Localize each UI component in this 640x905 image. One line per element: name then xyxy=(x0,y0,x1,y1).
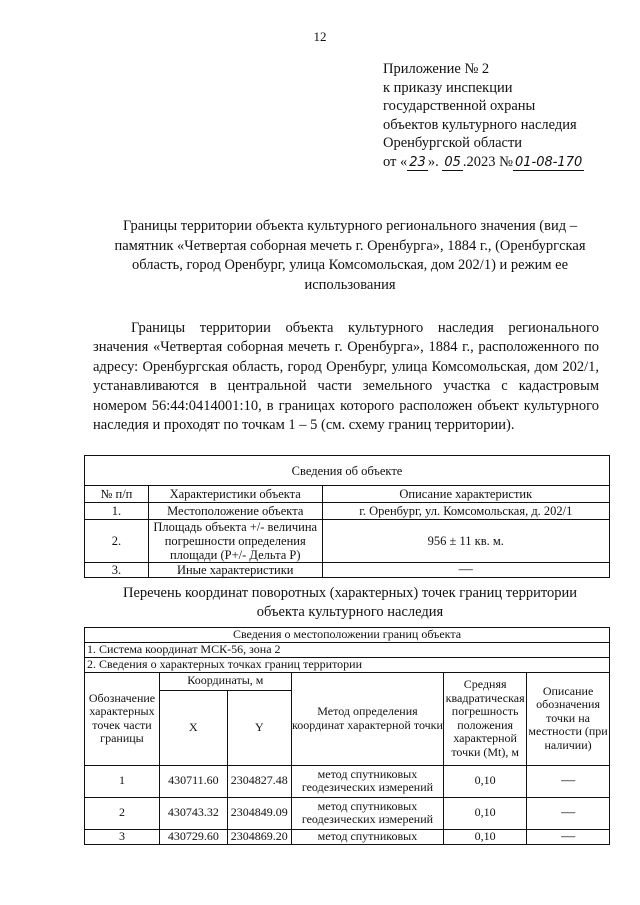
coord-x: 430743.32 xyxy=(159,797,227,829)
table-caption: Сведения о местоположении границ объекта xyxy=(85,628,610,643)
handwritten-month: 05 xyxy=(444,154,461,170)
coordinates-title: Перечень координат поворотных (характерных) точек границ территории объекта культурного наследия xyxy=(122,585,578,620)
row-num: 3. xyxy=(85,563,149,578)
point-description: — xyxy=(527,797,610,829)
document-title: Границы территории объекта культурного регионального значения (вид – памятник «Четвертая соборная мечеть г. Оренбурга», 1884 г., (Оренбургская область, город Оренбург, улица Комсомольская, дом 202/1) и режим ее использования xyxy=(114,218,586,293)
method: метод спутниковых геодезических измерений xyxy=(291,765,443,797)
table-row xyxy=(85,503,610,520)
row-num: 2. xyxy=(85,520,149,563)
header-y: Y xyxy=(227,690,291,765)
date-prefix: от « xyxy=(383,153,408,170)
points-info-row: 2. Сведения о характерных точках границ территории xyxy=(85,657,610,672)
appendix-header xyxy=(383,60,584,173)
table-row xyxy=(85,765,610,797)
header-accuracy: Средняя квадратическая погрешность положения характерной точки (Mt), м xyxy=(444,672,527,765)
header-point: Обозначение характерных точек части границы xyxy=(85,672,160,765)
header-description: Описание обозначения точки на местности (при наличии) xyxy=(527,672,610,765)
row-characteristic: Местоположение объекта xyxy=(148,503,322,520)
header-method: Метод определения координат характерной точки xyxy=(291,672,443,765)
table-row xyxy=(85,520,610,563)
accuracy: 0,10 xyxy=(444,765,527,797)
point-id: 2 xyxy=(85,797,160,829)
object-info-table xyxy=(84,455,610,578)
handwritten-day: 23 xyxy=(409,154,426,170)
appendix-date-line xyxy=(383,153,584,173)
coordinate-system-row: 1. Система координат МСК-56, зона 2 xyxy=(85,642,610,657)
page-number: 12 xyxy=(313,29,327,44)
coord-y: 2304869.20 xyxy=(227,829,291,844)
header-coordinates: Координаты, м xyxy=(159,672,291,690)
method: метод спутниковых геодезических измерений xyxy=(291,797,443,829)
header-num: № п/п xyxy=(85,486,149,503)
coordinates-table xyxy=(84,627,610,845)
table-row xyxy=(85,563,610,578)
method: метод спутниковых xyxy=(291,829,443,844)
row-description: 956 ± 11 кв. м. xyxy=(322,520,609,563)
appendix-line: к приказу инспекции xyxy=(383,79,513,96)
coord-x: 430711.60 xyxy=(159,765,227,797)
point-description: — xyxy=(527,829,610,844)
appendix-line: государственной охраны xyxy=(383,98,536,115)
row-num: 1. xyxy=(85,503,149,520)
appendix-line: объектов культурного наследия xyxy=(383,116,577,133)
appendix-line: Оренбургской области xyxy=(383,135,523,152)
row-description: г. Оренбург, ул. Комсомольская, д. 202/1 xyxy=(322,503,609,520)
year-prefix: .2023 № xyxy=(462,153,513,170)
row-description: — xyxy=(322,563,609,578)
table-row xyxy=(85,829,610,844)
point-id: 3 xyxy=(85,829,160,844)
handwritten-order-number: 01-08-170 xyxy=(514,154,583,170)
table-row xyxy=(85,797,610,829)
appendix-title: Приложение № 2 xyxy=(383,61,490,77)
accuracy: 0,10 xyxy=(444,797,527,829)
accuracy: 0,10 xyxy=(444,829,527,844)
table-caption: Сведения об объекте xyxy=(85,456,610,486)
header-characteristic: Характеристики объекта xyxy=(148,486,322,503)
header-description: Описание характеристик xyxy=(322,486,609,503)
header-x: X xyxy=(159,690,227,765)
date-mid: ». xyxy=(427,153,443,170)
row-characteristic: Площадь объекта +/- величина погрешности определения площади (P+/- Дельта P) xyxy=(148,520,322,563)
coord-y: 2304827.48 xyxy=(227,765,291,797)
row-characteristic: Иные характеристики xyxy=(148,563,322,578)
coord-x: 430729.60 xyxy=(159,829,227,844)
coord-y: 2304849.09 xyxy=(227,797,291,829)
point-id: 1 xyxy=(85,765,160,797)
point-description: — xyxy=(527,765,610,797)
intro-paragraph: Границы территории объекта культурного наследия регионального значения «Четвертая соборная мечеть г. Оренбурга», 1884 г., расположенного по адресу: Оренбургская область, город Оренбург, улица Комсомольская, дом 202/1, устанавливаются в центральной части земельного участка с кадастровым номером 56:44:0414001:10, в границах которого расположен объект культурного наследия и проходят по точкам 1 – 5 (см. схему границ территории). xyxy=(93,320,599,434)
